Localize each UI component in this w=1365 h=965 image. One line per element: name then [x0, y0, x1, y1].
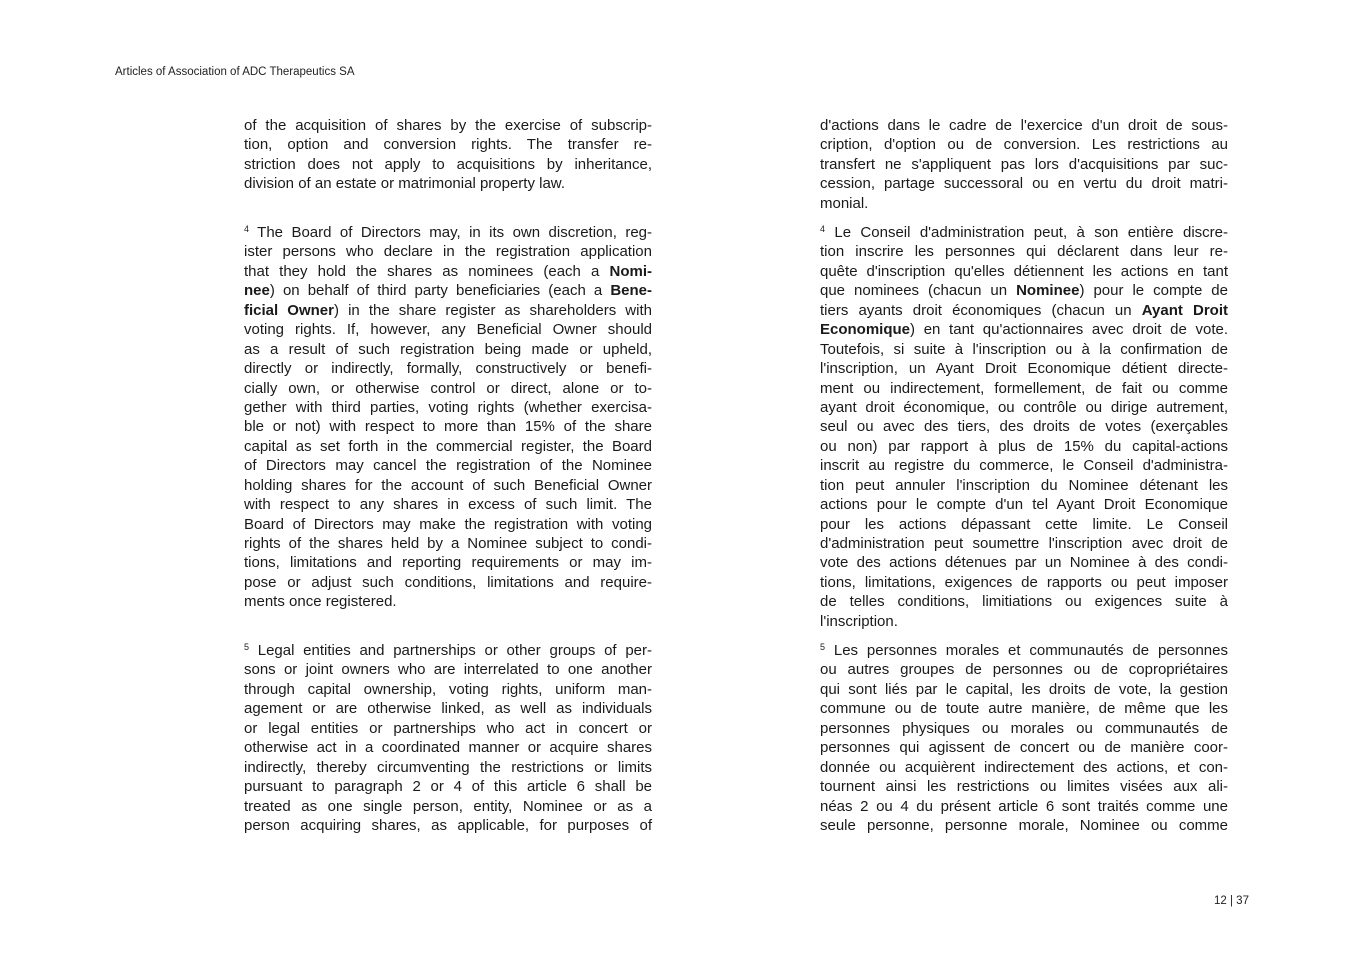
article-paragraph-4	[244, 223, 652, 612]
article-paragraph-continued	[820, 116, 1228, 213]
text-line: voting rights. If, however, any Beneficial Owner should	[244, 321, 652, 339]
text-line: monial.	[820, 194, 869, 212]
text-line: tion, option and conversion rights. The transfer re-	[244, 136, 652, 154]
text-line: l'inscription, un Ayant Droit Economique détient directe-	[820, 360, 1228, 378]
text-line: d'administration peut soumettre l'inscription avec droit de	[820, 535, 1228, 552]
text-line: tion inscrire les personnes qui déclarent dans leur re-	[820, 243, 1228, 261]
text-line: $^5$ Les personnes morales et communautés de personnes	[820, 642, 1228, 659]
text-line: Economique) en tant qu'actionnaires avec droit de vote.	[820, 321, 1228, 339]
text-line: indirectly, thereby circumventing the restrictions or limits	[244, 758, 652, 776]
text-line: quête d'inscription qu'elles détiennent les actions en tant	[820, 262, 1228, 280]
text-line: tournent ainsi les restrictions ou limites visées aux ali-	[820, 778, 1228, 796]
text-line: rights of the shares held by a Nominee subject to condi-	[244, 535, 652, 552]
article-paragraph-4	[820, 223, 1228, 631]
text-line: ficial Owner) in the share register as shareholders with	[244, 301, 652, 319]
text-line: $^4$ The Board of Directors may, in its own discretion, reg-	[244, 224, 652, 241]
text-line: vote des actions détenues par un Nominee à des condi-	[820, 554, 1228, 572]
text-line: cession, partage successoral ou en vertu du droit matri-	[820, 175, 1228, 193]
defined-term: Nomi-	[609, 262, 652, 280]
text-line: tiers ayants droit économiques (chacun un Ayant Droit	[820, 301, 1228, 319]
defined-term: Nominee	[1016, 282, 1080, 300]
text-line: cription, d'option ou de conversion. Les restrictions au	[820, 136, 1228, 154]
text-line: transfert ne s'appliquent pas lors d'acquisitions par suc-	[820, 155, 1228, 173]
defined-term: ficial Owner	[244, 301, 334, 319]
text-line: $^5$ Legal entities and partnerships or other groups of per-	[244, 642, 652, 659]
text-line: $^4$ Le Conseil d'administration peut, à son entière discre-	[820, 224, 1228, 241]
text-line: néas 2 ou 4 du présent article 6 sont traités comme une	[820, 797, 1228, 815]
text-line: division of an estate or matrimonial property law.	[244, 175, 565, 193]
document-running-header: Articles of Association of ADC Therapeutics SA	[115, 66, 355, 78]
article-paragraph-5	[244, 641, 652, 835]
text-line: or legal entities or partnerships who act in concert or	[244, 719, 652, 737]
text-line: that they hold the shares as nominees (each a Nomi-	[244, 262, 652, 280]
text-line: cially own, or otherwise control or direct, alone or to-	[244, 379, 652, 397]
text-line: nee) on behalf of third party beneficiaries (each a Bene-	[244, 282, 652, 300]
text-line: seule personne, personne morale, Nominee ou comme	[820, 816, 1228, 834]
text-line: as a result of such registration being made or upheld,	[244, 340, 652, 358]
text-line: d'actions dans le cadre de l'exercice d'un droit de sous-	[820, 117, 1228, 134]
text-line: seul ou avec des tiers, des droits de votes (exerçables	[820, 418, 1228, 436]
page-number: 12 | 37	[1214, 895, 1249, 907]
text-line: pose or adjust such conditions, limitations and require-	[244, 573, 652, 591]
text-line: tion peut annuler l'inscription du Nominee détenant les	[820, 476, 1228, 494]
text-line: ble or not) with respect to more than 15% of the share	[244, 418, 652, 436]
text-line: ou autres groupes de personnes ou de copropriétaires	[820, 661, 1228, 679]
text-line: agement or are otherwise linked, as well as individuals	[244, 700, 652, 718]
text-line: striction does not apply to acquisitions by inheritance,	[244, 155, 652, 173]
text-line: holding shares for the account of such Beneficial Owner	[244, 476, 652, 494]
paragraph-number: 5	[244, 642, 250, 652]
text-line: treated as one single person, entity, Nominee or as a	[244, 797, 652, 815]
text-line: pour les actions dépassant cette limite. Le Conseil	[820, 515, 1228, 533]
text-line: personnes physiques ou morales ou communautés de	[820, 719, 1228, 737]
text-line: que nominees (chacun un Nominee) pour le compte de	[820, 282, 1228, 300]
defined-term: Ayant Droit	[1141, 301, 1228, 319]
text-line: person acquiring shares, as applicable, for purposes of	[244, 816, 652, 834]
text-line: of the acquisition of shares by the exercise of subscrip-	[244, 117, 652, 134]
text-line: qui sont liés par le capital, les droits de vote, la gestion	[820, 680, 1228, 698]
text-line: tions, limitations and reporting requirements or may im-	[244, 554, 652, 572]
paragraph-number: 4	[820, 224, 826, 234]
text-line: directly or indirectly, formally, constructively or benefi-	[244, 360, 652, 378]
text-line: capital as set forth in the commercial register, the Board	[244, 437, 652, 455]
text-line: pursuant to paragraph 2 or 4 of this article 6 shall be	[244, 778, 652, 796]
text-line: l'inscription.	[820, 612, 898, 630]
text-line: ments once registered.	[244, 593, 397, 611]
text-line: gether with third parties, voting rights (whether exercisa-	[244, 398, 652, 416]
text-line: ment ou indirectement, formellement, de fait ou comme	[820, 379, 1228, 397]
paragraph-number: 4	[244, 224, 250, 234]
text-line: ister persons who declare in the registration application	[244, 243, 652, 261]
text-line: otherwise act in a coordinated manner or acquire shares	[244, 739, 652, 757]
article-paragraph-continued	[244, 116, 652, 194]
defined-term: Bene-	[610, 282, 652, 300]
text-line: sons or joint owners who are interrelated to one another	[244, 661, 652, 679]
text-line: tions, limitations, exigences de rapports ou peut imposer	[820, 573, 1228, 591]
text-line: commune ou de toute autre manière, de même que les	[820, 700, 1228, 718]
article-paragraph-5	[820, 641, 1228, 835]
text-line: ayant droit économique, ou contrôle ou dirige autrement,	[820, 398, 1228, 416]
text-line: Board of Directors may make the registration with voting	[244, 515, 652, 533]
paragraph-number: 5	[820, 642, 826, 652]
text-line: inscrit au registre du commerce, le Conseil d'administra-	[820, 457, 1228, 475]
defined-term: nee	[244, 282, 270, 300]
defined-term: Economique	[820, 321, 911, 339]
text-line: donnée ou acquièrent indirectement des actions, et con-	[820, 758, 1228, 776]
text-line: with respect to any shares in excess of such limit. The	[244, 496, 652, 514]
text-line: actions pour le compte d'un tel Ayant Droit Economique	[820, 496, 1228, 514]
text-line: through capital ownership, voting rights, uniform man-	[244, 680, 652, 698]
text-line: de telles conditions, limitiations ou exigences suite à	[820, 593, 1228, 611]
text-line: ou non) par rapport à plus de 15% du capital-actions	[820, 437, 1228, 455]
text-line: of Directors may cancel the registration of the Nominee	[244, 457, 652, 475]
text-line: personnes qui agissent de concert ou de manière coor-	[820, 739, 1228, 757]
text-line: Toutefois, si suite à l'inscription ou à la confirmation de	[820, 340, 1228, 358]
